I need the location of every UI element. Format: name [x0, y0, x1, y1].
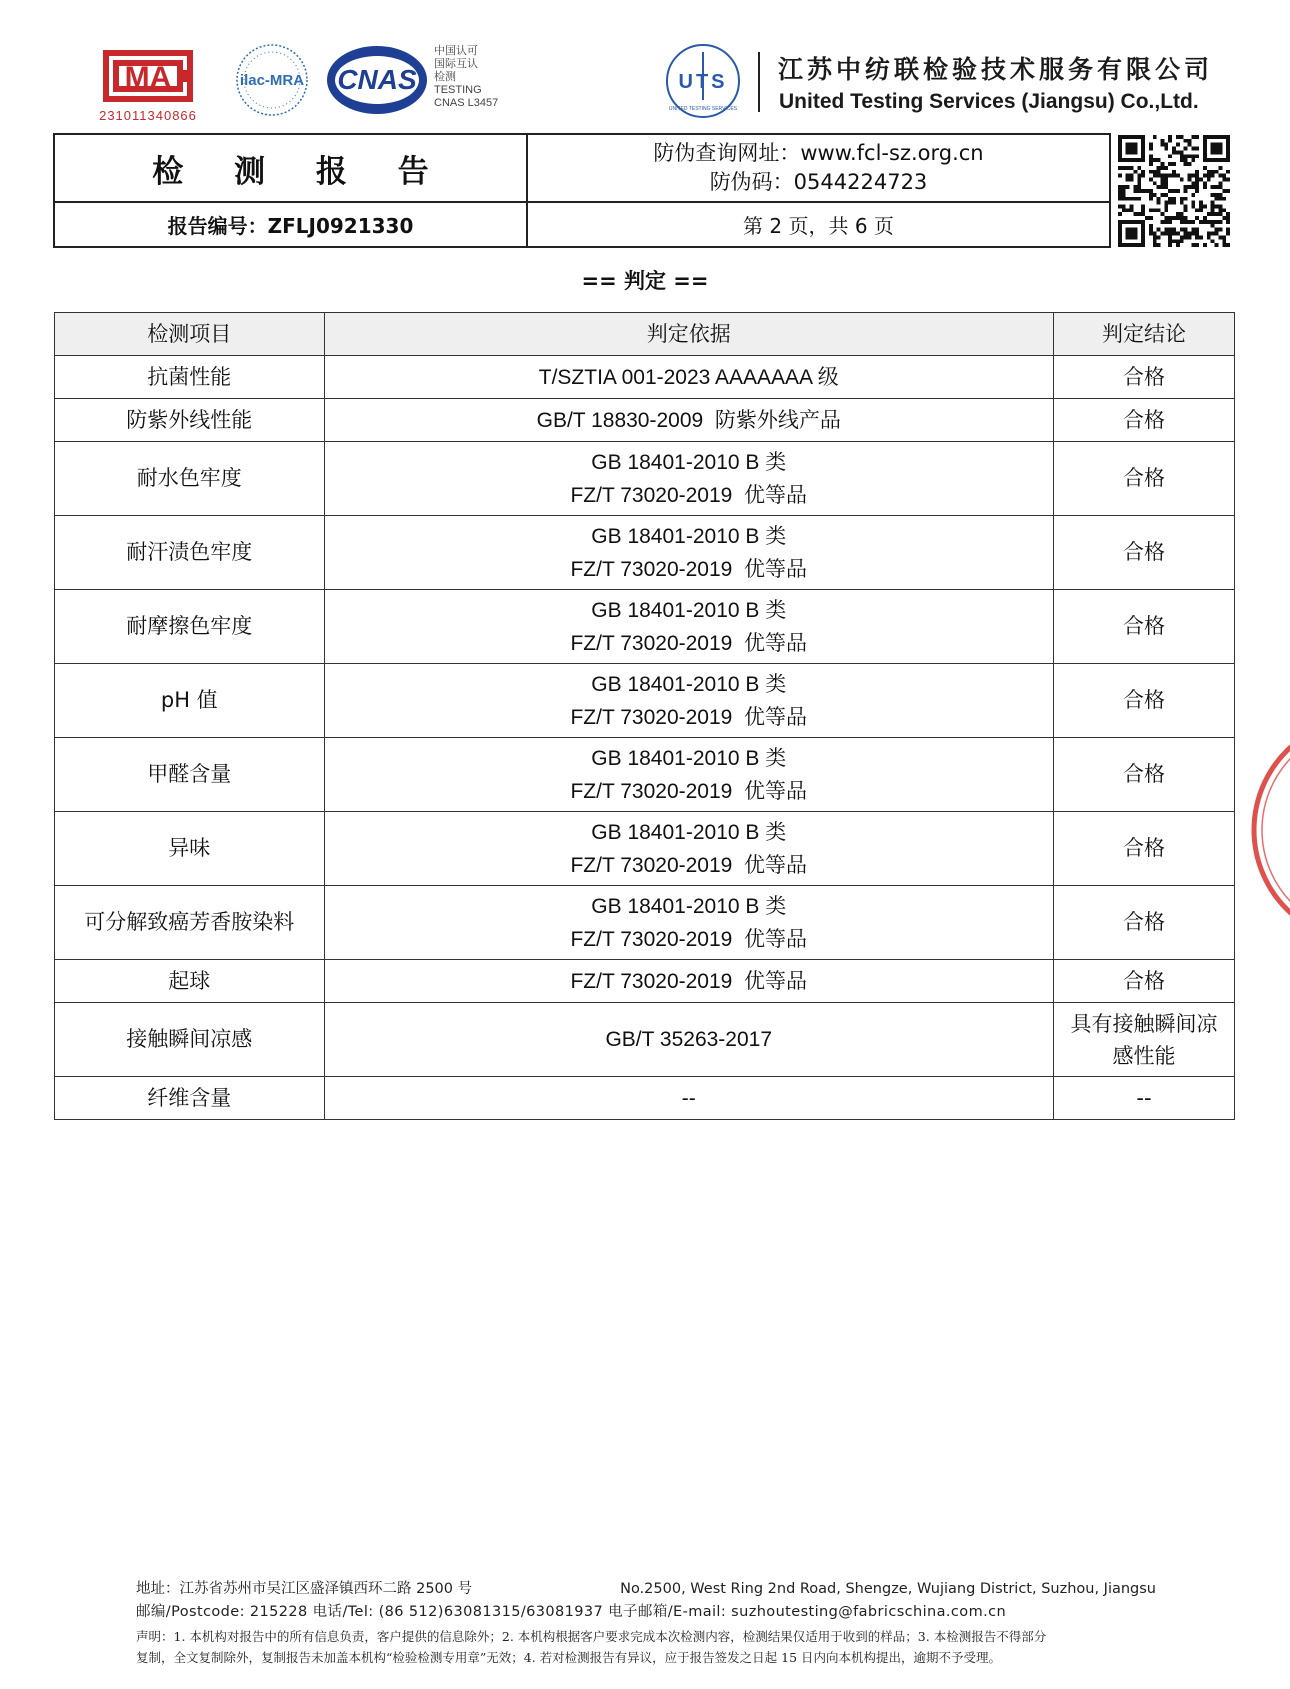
result-cell: 合格	[1053, 442, 1234, 516]
result-cell: 合格	[1053, 516, 1234, 590]
test-item-cell: 耐摩擦色牢度	[55, 590, 325, 664]
cma-letters: MA	[124, 61, 172, 94]
contact-info: 邮编/Postcode: 215228 电话/Tel: (86 512)63081315/63081937 电子邮箱/E-mail: suzhoutesting@fabricschina.com.cn	[136, 1604, 1007, 1620]
uts-logo	[664, 42, 742, 120]
test-item-cell: pH 值	[55, 664, 325, 738]
basis-line: FZ/T 73020-2019 优等品	[570, 631, 808, 655]
basis-line: FZ/T 73020-2019 优等品	[570, 705, 808, 729]
table-row	[55, 738, 1235, 812]
basis-cell	[324, 442, 1053, 516]
result-cell: 合格	[1053, 664, 1234, 738]
basis-cell	[324, 664, 1053, 738]
result-cell: 合格	[1053, 590, 1234, 664]
result-cell: 合格	[1053, 356, 1234, 399]
basis-line: FZ/T 73020-2019 优等品	[570, 853, 808, 877]
table-row	[55, 442, 1235, 516]
cnas-line: 检测	[434, 71, 456, 83]
report-header	[53, 133, 1111, 248]
test-item-cell: 耐水色牢度	[55, 442, 325, 516]
result-cell: --	[1053, 1077, 1234, 1120]
basis-line: FZ/T 73020-2019 优等品	[570, 557, 808, 581]
cnas-accreditation-text	[434, 45, 498, 110]
cnas-label: CNAS	[337, 64, 417, 95]
basis-cell	[324, 960, 1053, 1003]
verify-url: 防伪查询网址：www.fcl-sz.org.cn	[653, 141, 984, 165]
company-name-cn: 江苏中纺联检验技术服务有限公司	[778, 55, 1214, 84]
table-header-row	[55, 313, 1235, 356]
address-cn: 地址：江苏省苏州市吴江区盛泽镇西环二路 2500 号	[136, 1581, 473, 1597]
cma-logo	[92, 45, 204, 121]
basis-line: GB 18401-2010 B 类	[591, 450, 787, 474]
basis-line: T/SZTIA 001-2023 AAAAAAA 级	[538, 365, 839, 389]
qr-code-icon	[1118, 135, 1230, 247]
basis-cell	[324, 886, 1053, 960]
table-row	[55, 590, 1235, 664]
cnas-line: 国际互认	[434, 58, 478, 70]
basis-line: GB 18401-2010 B 类	[591, 746, 787, 770]
cnas-line: CNAS L3457	[434, 97, 499, 109]
cnas-logo	[325, 42, 429, 118]
test-item-cell: 起球	[55, 960, 325, 1003]
test-item-cell: 纤维含量	[55, 1077, 325, 1120]
judgement-table	[54, 312, 1235, 1120]
notice-line: 复制，全文复制除外，复制报告未加盖本机构“检验检测专用章”无效；4. 若对检测报告有异议，应于报告签发之日起 15 日内向本机构提出，逾期不予受理。	[136, 1650, 1002, 1665]
uts-ring-text: UNITED TESTING SERVICES	[668, 106, 738, 112]
result-cell: 合格	[1053, 738, 1234, 812]
column-header-item: 检测项目	[55, 313, 325, 356]
basis-line: FZ/T 73020-2019 优等品	[570, 969, 808, 993]
result-cell: 合格	[1053, 399, 1234, 442]
table-row	[55, 356, 1235, 399]
table-row	[55, 664, 1235, 738]
cma-mark-icon	[92, 45, 204, 107]
basis-line: GB/T 35263-2017	[605, 1028, 773, 1051]
test-item-cell: 异味	[55, 812, 325, 886]
test-item-cell: 甲醛含量	[55, 738, 325, 812]
column-header-basis: 判定依据	[324, 313, 1053, 356]
basis-line: GB 18401-2010 B 类	[591, 894, 787, 918]
basis-line: --	[681, 1086, 696, 1110]
result-cell: 合格	[1053, 812, 1234, 886]
basis-line: FZ/T 73020-2019 优等品	[570, 779, 808, 803]
table-row	[55, 812, 1235, 886]
basis-line: GB/T 18830-2009 防紫外线产品	[536, 408, 841, 432]
address-en: No.2500, West Ring 2nd Road, Shengze, Wujiang District, Suzhou, Jiangsu	[620, 1581, 1156, 1597]
company-name-en: United Testing Services (Jiangsu) Co.,Ltd.	[779, 90, 1199, 113]
basis-line: FZ/T 73020-2019 优等品	[570, 927, 808, 951]
report-title: 检 测 报 告	[152, 153, 449, 190]
basis-cell	[324, 812, 1053, 886]
basis-line: GB 18401-2010 B 类	[591, 820, 787, 844]
table-row	[55, 516, 1235, 590]
basis-line: GB 18401-2010 B 类	[591, 598, 787, 622]
table-row	[55, 960, 1235, 1003]
basis-cell	[324, 1003, 1053, 1077]
basis-cell	[324, 356, 1053, 399]
test-item-cell: 可分解致癌芳香胺染料	[55, 886, 325, 960]
footer	[136, 1578, 1156, 1668]
basis-cell	[324, 1077, 1053, 1120]
test-item-cell: 防紫外线性能	[55, 399, 325, 442]
seal-stamp	[1246, 715, 1290, 945]
verify-code: 防伪码：0544224723	[709, 170, 928, 194]
basis-cell	[324, 399, 1053, 442]
column-header-result: 判定结论	[1053, 313, 1234, 356]
notice-line: 声明：1. 本机构对报告中的所有信息负责，客户提供的信息除外；2. 本机构根据客户要求完成本次检测内容，检测结果仅适用于收到的样品；3. 本检测报告不得部分	[136, 1629, 1047, 1644]
test-item-cell: 接触瞬间凉感	[55, 1003, 325, 1077]
table-row	[55, 886, 1235, 960]
ilac-mra-logo	[230, 42, 314, 118]
result-cell: 合格	[1053, 960, 1234, 1003]
page-indicator: 第 2 页，共 6 页	[743, 214, 894, 238]
cnas-line: TESTING	[434, 84, 482, 96]
cnas-line: 中国认可	[434, 45, 478, 57]
cma-number: 231011340866	[99, 108, 197, 123]
test-item-cell: 抗菌性能	[55, 356, 325, 399]
anti-fake-info	[528, 135, 1109, 201]
test-item-cell: 耐汗渍色牢度	[55, 516, 325, 590]
result-cell: 具有接触瞬间凉感性能	[1053, 1003, 1234, 1077]
section-title: == 判定 ==	[581, 269, 709, 293]
basis-line: GB 18401-2010 B 类	[591, 672, 787, 696]
report-number: 报告编号：ZFLJ0921330	[167, 214, 414, 238]
result-cell: 合格	[1053, 886, 1234, 960]
table-row	[55, 399, 1235, 442]
uts-letters: UTS	[678, 71, 728, 93]
basis-cell	[324, 738, 1053, 812]
table-row	[55, 1077, 1235, 1120]
basis-cell	[324, 590, 1053, 664]
basis-cell	[324, 516, 1053, 590]
logo-divider	[758, 52, 760, 112]
basis-line: GB 18401-2010 B 类	[591, 524, 787, 548]
basis-line: FZ/T 73020-2019 优等品	[570, 483, 808, 507]
table-row	[55, 1003, 1235, 1077]
ilac-label: ilac-MRA	[239, 72, 305, 89]
